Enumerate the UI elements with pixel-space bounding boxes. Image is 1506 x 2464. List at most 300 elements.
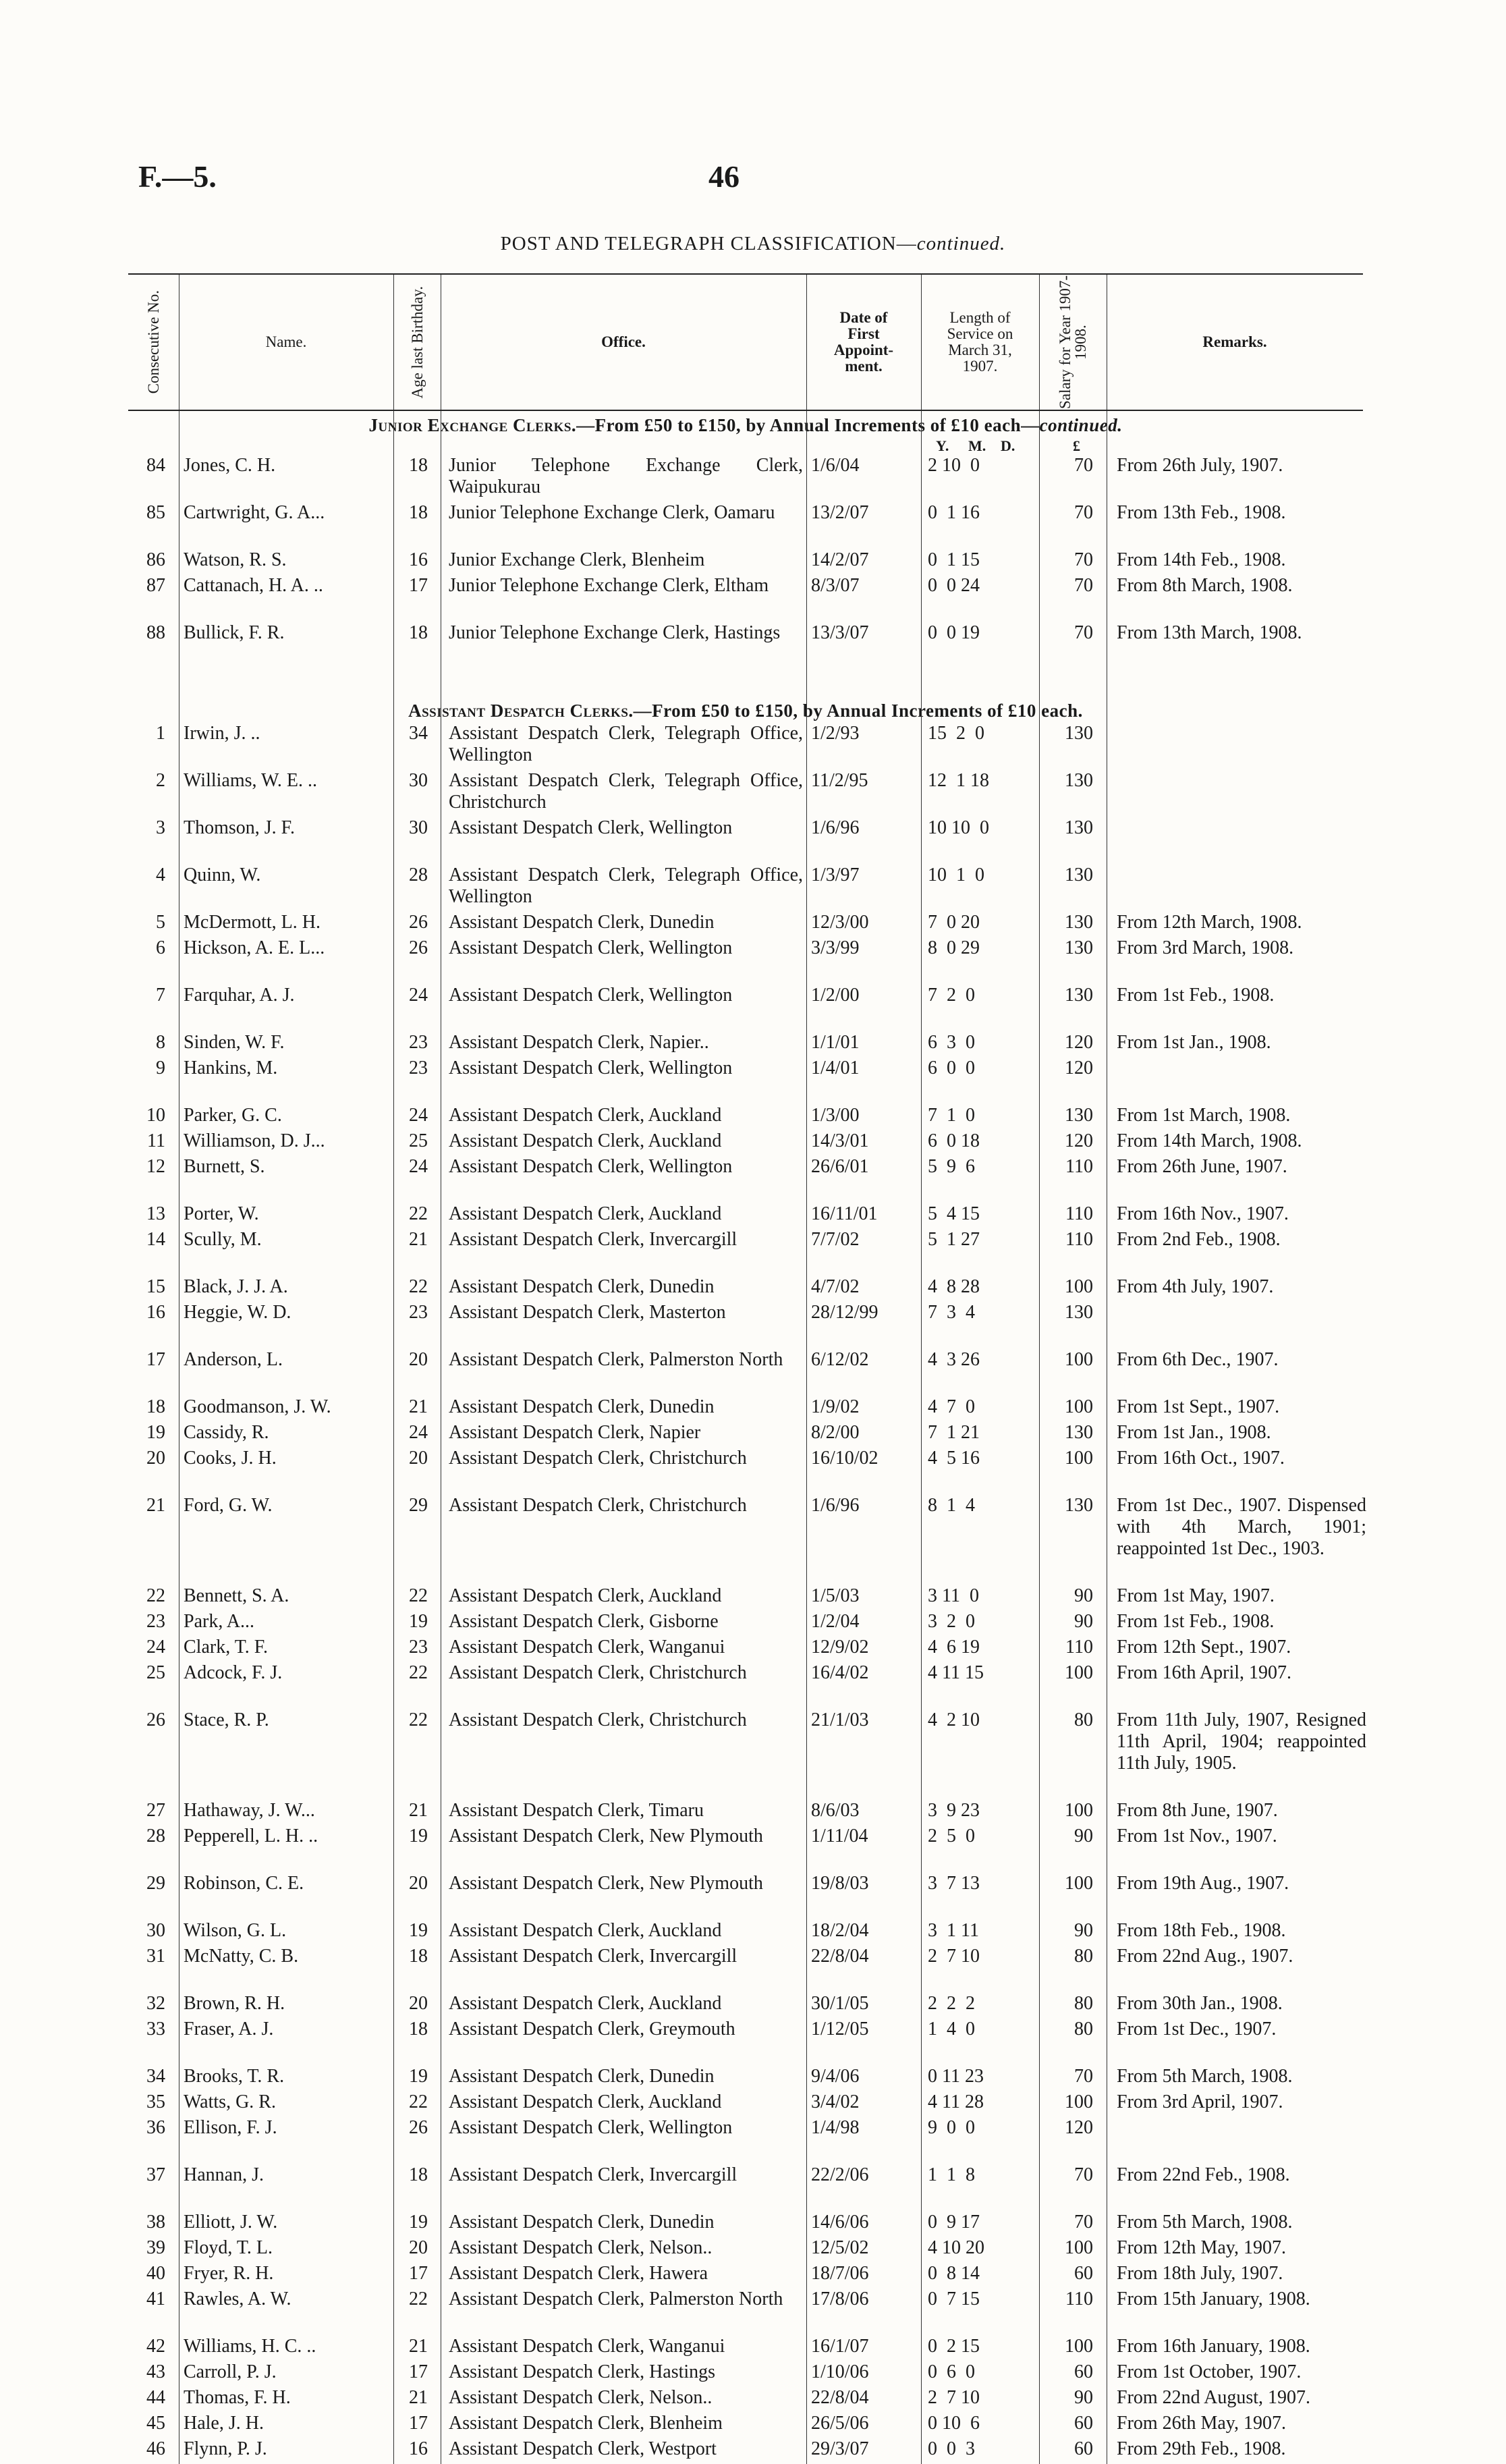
age-cell: 24 — [409, 1105, 428, 1126]
table-row — [128, 1203, 1363, 1229]
salary-cell: 90 — [1074, 1585, 1093, 1606]
remarks-cell: From 12th May, 1907. — [1117, 2237, 1286, 2258]
office-cell: Assistant Despatch Clerk, Wellington — [449, 817, 733, 838]
table-row — [128, 1058, 1363, 1105]
section-title-junior-exchange: Junior Exchange Clerks.—From £50 to £150, by Annual Increments of £10 each—continued. — [368, 415, 1123, 435]
salary-cell: 60 — [1074, 2263, 1093, 2284]
appointment-date-cell: 1/12/05 — [811, 2019, 869, 2039]
office-cell: Assistant Despatch Clerk, Palmerston North — [449, 2289, 783, 2309]
column-rule — [921, 411, 922, 2464]
office-cell: Assistant Despatch Clerk, Napier.. — [449, 1032, 709, 1053]
table-row — [128, 770, 1363, 817]
age-cell: 24 — [409, 1156, 428, 1177]
age-cell: 26 — [409, 937, 428, 958]
salary-cell: 130 — [1065, 865, 1093, 885]
age-cell: 21 — [409, 1800, 428, 1821]
salary-cell: 80 — [1074, 2019, 1093, 2039]
age-cell: 28 — [409, 865, 428, 885]
length-of-service-cell: 0 1 16 — [928, 502, 980, 523]
consecutive-no-cell: 22 — [146, 1585, 165, 1606]
remarks-cell: From 1st Dec., 1907. Dispensed with 4th March, 1901; reappointed 1st Dec., 1903. — [1117, 1495, 1366, 1559]
consecutive-no-cell: 26 — [146, 1709, 165, 1730]
name-cell: Rawles, A. W. — [184, 2289, 291, 2309]
appointment-date-cell: 16/1/07 — [811, 2336, 869, 2357]
length-of-service-cell: 8 1 4 — [928, 1495, 975, 1516]
remarks-cell: From 1st October, 1907. — [1117, 2361, 1302, 2382]
salary-cell: 80 — [1074, 1993, 1093, 2014]
length-of-service-cell: 0 6 0 — [928, 2361, 975, 2382]
name-cell: Thomson, J. F. — [184, 817, 296, 838]
remarks-cell: From 6th Dec., 1907. — [1117, 1349, 1279, 1370]
appointment-date-cell: 1/6/04 — [811, 455, 860, 476]
table-row — [128, 937, 1363, 985]
consecutive-no-cell: 8 — [156, 1032, 165, 1053]
age-cell: 18 — [409, 455, 428, 476]
salary-cell: 100 — [1065, 1800, 1093, 1821]
name-cell: Hathaway, J. W... — [184, 1800, 315, 1821]
consecutive-no-cell: 40 — [146, 2263, 165, 2284]
age-cell: 22 — [409, 1276, 428, 1297]
consecutive-no-cell: 33 — [146, 2019, 165, 2039]
salary-cell: 130 — [1065, 723, 1093, 744]
remarks-cell: From 1st Dec., 1907. — [1117, 2019, 1277, 2039]
consecutive-no-cell: 84 — [146, 455, 165, 476]
consecutive-no-cell: 44 — [146, 2387, 165, 2408]
remarks-cell: From 26th June, 1907. — [1117, 1156, 1287, 1177]
age-cell: 19 — [409, 2066, 428, 2087]
name-cell: Cattanach, H. A. .. — [184, 575, 323, 596]
consecutive-no-cell: 5 — [156, 912, 165, 933]
consecutive-no-cell: 21 — [146, 1495, 165, 1516]
salary-cell: 100 — [1065, 2237, 1093, 2258]
age-cell: 20 — [409, 1993, 428, 2014]
name-cell: Ellison, F. J. — [184, 2117, 277, 2138]
appointment-date-cell: 18/7/06 — [811, 2263, 869, 2284]
office-cell: Assistant Despatch Clerk, Hawera — [449, 2263, 708, 2284]
appointment-date-cell: 1/5/03 — [811, 1585, 860, 1606]
age-cell: 18 — [409, 622, 428, 643]
office-cell: Assistant Despatch Clerk, Nelson.. — [449, 2387, 713, 2408]
col-header-date: Date of First Appoint-ment. — [806, 275, 922, 410]
length-of-service-cell: 7 1 21 — [928, 1422, 980, 1443]
consecutive-no-cell: 41 — [146, 2289, 165, 2309]
table-row — [128, 2438, 1363, 2464]
remarks-cell: From 12th Sept., 1907. — [1117, 1637, 1291, 1658]
remarks-cell: From 13th March, 1908. — [1117, 622, 1302, 643]
name-cell: Watson, R. S. — [184, 549, 287, 570]
office-cell: Junior Exchange Clerk, Blenheim — [449, 549, 705, 570]
age-cell: 21 — [409, 2336, 428, 2357]
office-cell: Assistant Despatch Clerk, Dunedin — [449, 2212, 715, 2233]
salary-cell: 70 — [1074, 2066, 1093, 2087]
remarks-cell: From 16th January, 1908. — [1117, 2336, 1310, 2357]
length-of-service-cell: 7 3 4 — [928, 1302, 975, 1323]
table-row — [128, 1873, 1363, 1920]
remarks-cell: From 22nd August, 1907. — [1117, 2387, 1311, 2408]
name-cell: Farquhar, A. J. — [184, 985, 295, 1006]
name-cell: McDermott, L. H. — [184, 912, 320, 933]
age-cell: 22 — [409, 1662, 428, 1683]
age-cell: 20 — [409, 1349, 428, 1370]
length-of-service-cell: 0 11 23 — [928, 2066, 984, 2087]
name-cell: Pepperell, L. H. .. — [184, 1826, 318, 1846]
age-cell: 18 — [409, 2019, 428, 2039]
appointment-date-cell: 1/9/02 — [811, 1396, 860, 1417]
remarks-cell: From 11th July, 1907, Resigned 11th April, 1904; reappointed 11th July, 1905. — [1117, 1709, 1366, 1774]
office-cell: Junior Telephone Exchange Clerk, Oamaru — [449, 502, 775, 523]
remarks-cell: From 16th Oct., 1907. — [1117, 1448, 1285, 1469]
age-cell: 30 — [409, 770, 428, 791]
age-cell: 26 — [409, 912, 428, 933]
office-cell: Assistant Despatch Clerk, Palmerston North — [449, 1349, 783, 1370]
remarks-cell: From 1st March, 1908. — [1117, 1105, 1291, 1126]
table-row — [128, 1229, 1363, 1276]
salary-cell: 100 — [1065, 1349, 1093, 1370]
length-of-service-cell: 4 2 10 — [928, 1709, 980, 1730]
table-row — [128, 622, 1363, 669]
name-cell: Park, A... — [184, 1611, 254, 1632]
remarks-cell: From 3rd March, 1908. — [1117, 937, 1294, 958]
appointment-date-cell: 22/8/04 — [811, 1946, 869, 1967]
name-cell: Brooks, T. R. — [184, 2066, 285, 2087]
name-cell: Brown, R. H. — [184, 1993, 285, 2014]
office-cell: Assistant Despatch Clerk, Napier — [449, 1422, 701, 1443]
age-cell: 21 — [409, 2387, 428, 2408]
name-cell: Quinn, W. — [184, 865, 261, 885]
office-cell: Assistant Despatch Clerk, Masterton — [449, 1302, 726, 1323]
office-cell: Assistant Despatch Clerk, Christchurch — [449, 1448, 747, 1469]
office-cell: Assistant Despatch Clerk, Christchurch — [449, 1662, 747, 1683]
salary-cell: 130 — [1065, 1302, 1093, 1323]
salary-cell: 60 — [1074, 2413, 1093, 2434]
appointment-date-cell: 11/2/95 — [811, 770, 868, 791]
office-cell: Assistant Despatch Clerk, Auckland — [449, 2091, 722, 2112]
age-cell: 17 — [409, 575, 428, 596]
consecutive-no-cell: 35 — [146, 2091, 165, 2112]
remarks-cell: From 8th March, 1908. — [1117, 575, 1293, 596]
length-of-service-cell: 10 1 0 — [928, 865, 984, 885]
name-cell: Burnett, S. — [184, 1156, 265, 1177]
age-cell: 21 — [409, 1396, 428, 1417]
name-cell: McNatty, C. B. — [184, 1946, 299, 1967]
length-of-service-cell: 12 1 18 — [928, 770, 989, 791]
age-cell: 24 — [409, 985, 428, 1006]
table-row — [128, 1709, 1366, 1800]
section-junior-exchange-rows — [128, 455, 1363, 669]
name-cell: Sinden, W. F. — [184, 1032, 285, 1053]
consecutive-no-cell: 13 — [146, 1203, 165, 1224]
table-row — [128, 1611, 1363, 1637]
consecutive-no-cell: 23 — [146, 1611, 165, 1632]
consecutive-no-cell: 3 — [156, 817, 165, 838]
appointment-date-cell: 17/8/06 — [811, 2289, 869, 2309]
name-cell: Cooks, J. H. — [184, 1448, 277, 1469]
office-cell: Assistant Despatch Clerk, Gisborne — [449, 1611, 719, 1632]
name-cell: Fraser, A. J. — [184, 2019, 274, 2039]
name-cell: Ford, G. W. — [184, 1495, 273, 1516]
consecutive-no-cell: 10 — [146, 1105, 165, 1126]
consecutive-no-cell: 27 — [146, 1800, 165, 1821]
consecutive-no-cell: 17 — [146, 1349, 165, 1370]
office-cell: Assistant Despatch Clerk, Dunedin — [449, 912, 715, 933]
length-of-service-cell: 4 11 28 — [928, 2091, 984, 2112]
office-cell: Junior Telephone Exchange Clerk, Hastings — [449, 622, 781, 643]
age-cell: 25 — [409, 1130, 428, 1151]
office-cell: Assistant Despatch Clerk, Auckland — [449, 1920, 722, 1941]
table-row — [128, 2164, 1363, 2212]
page-title — [0, 233, 1506, 255]
length-of-service-cell: 2 5 0 — [928, 1826, 975, 1846]
remarks-cell: From 16th Nov., 1907. — [1117, 1203, 1289, 1224]
unit-pound: £ — [1073, 437, 1080, 454]
name-cell: Williams, H. C. .. — [184, 2336, 316, 2357]
office-cell: Assistant Despatch Clerk, Auckland — [449, 1105, 722, 1126]
salary-cell: 70 — [1074, 549, 1093, 570]
length-of-service-cell: 2 10 0 — [928, 455, 980, 476]
appointment-date-cell: 1/2/04 — [811, 1611, 860, 1632]
remarks-cell: From 14th March, 1908. — [1117, 1130, 1302, 1151]
name-cell: Robinson, C. E. — [184, 1873, 304, 1894]
office-cell: Assistant Despatch Clerk, Hastings — [449, 2361, 716, 2382]
salary-cell: 70 — [1074, 2212, 1093, 2233]
remarks-cell: From 26th May, 1907. — [1117, 2413, 1286, 2434]
office-cell: Assistant Despatch Clerk, Dunedin — [449, 1396, 715, 1417]
table-row — [128, 2237, 1363, 2263]
office-cell: Assistant Despatch Clerk, Auckland — [449, 1203, 722, 1224]
consecutive-no-cell: 45 — [146, 2413, 165, 2434]
table-row — [128, 1920, 1363, 1946]
table-row — [128, 1662, 1363, 1709]
length-of-service-cell: 15 2 0 — [928, 723, 984, 744]
salary-cell: 120 — [1065, 2117, 1093, 2138]
appointment-date-cell: 3/3/99 — [811, 937, 860, 958]
appointment-date-cell: 3/4/02 — [811, 2091, 860, 2112]
column-rule — [1039, 411, 1040, 2464]
name-cell: Parker, G. C. — [184, 1105, 282, 1126]
length-of-service-cell: 3 2 0 — [928, 1611, 975, 1632]
length-of-service-cell: 0 9 17 — [928, 2212, 980, 2233]
appointment-date-cell: 1/1/01 — [811, 1032, 860, 1053]
salary-cell: 130 — [1065, 770, 1093, 791]
section-title-assistant-despatch: Assistant Despatch Clerks.—From £50 to £150, by Annual Increments of £10 each. — [408, 701, 1083, 721]
remarks-cell: From 19th Aug., 1907. — [1117, 1873, 1289, 1894]
salary-cell: 130 — [1065, 1422, 1093, 1443]
age-cell: 19 — [409, 1611, 428, 1632]
table-row — [128, 1276, 1363, 1302]
table-row — [128, 2413, 1363, 2438]
name-cell: Bullick, F. R. — [184, 622, 285, 643]
remarks-cell: From 13th Feb., 1908. — [1117, 502, 1286, 523]
age-cell: 18 — [409, 2164, 428, 2185]
length-of-service-cell: 0 1 15 — [928, 549, 980, 570]
length-of-service-cell: 0 2 15 — [928, 2336, 980, 2357]
appointment-date-cell: 22/8/04 — [811, 2387, 869, 2408]
consecutive-no-cell: 46 — [146, 2438, 165, 2459]
length-of-service-cell: 7 1 0 — [928, 1105, 975, 1126]
appointment-date-cell: 1/3/97 — [811, 865, 860, 885]
remarks-cell: From 1st May, 1907. — [1117, 1585, 1275, 1606]
office-cell: Assistant Despatch Clerk, Wanganui — [449, 1637, 725, 1658]
appointment-date-cell: 1/4/01 — [811, 1058, 860, 1078]
length-of-service-cell: 3 11 0 — [928, 1585, 979, 1606]
table-row — [128, 1993, 1363, 2019]
age-cell: 19 — [409, 1920, 428, 1941]
office-cell: Assistant Despatch Clerk, Wellington — [449, 937, 733, 958]
remarks-cell: From 2nd Feb., 1908. — [1117, 1229, 1281, 1250]
name-cell: Elliott, J. W. — [184, 2212, 278, 2233]
table-row — [128, 2336, 1363, 2361]
name-cell: Williamson, D. J... — [184, 1130, 325, 1151]
table-row — [128, 2263, 1363, 2289]
table-row — [128, 2212, 1363, 2237]
salary-cell: 110 — [1065, 1203, 1093, 1224]
salary-cell: 110 — [1065, 2289, 1093, 2309]
name-cell: Fryer, R. H. — [184, 2263, 274, 2284]
table-row — [128, 1396, 1363, 1422]
age-cell: 17 — [409, 2413, 428, 2434]
consecutive-no-cell: 6 — [156, 937, 165, 958]
age-cell: 23 — [409, 1302, 428, 1323]
col-header-name: Name. — [179, 275, 394, 410]
remarks-cell: From 3rd April, 1907. — [1117, 2091, 1283, 2112]
length-of-service-cell: 4 10 20 — [928, 2237, 984, 2258]
page-number: 46 — [708, 159, 740, 194]
length-of-service-cell: 0 0 3 — [928, 2438, 975, 2459]
table-row — [128, 1495, 1366, 1585]
table-row — [128, 1585, 1363, 1611]
salary-cell: 100 — [1065, 1448, 1093, 1469]
appointment-date-cell: 26/5/06 — [811, 2413, 869, 2434]
salary-cell: 60 — [1074, 2361, 1093, 2382]
table-row — [128, 2117, 1363, 2164]
name-cell: Watts, G. R. — [184, 2091, 276, 2112]
salary-cell: 130 — [1065, 912, 1093, 933]
consecutive-no-cell: 85 — [146, 502, 165, 523]
table-row — [128, 2019, 1363, 2066]
consecutive-no-cell: 37 — [146, 2164, 165, 2185]
appointment-date-cell: 16/4/02 — [811, 1662, 869, 1683]
salary-cell: 70 — [1074, 455, 1093, 476]
appointment-date-cell: 9/4/06 — [811, 2066, 860, 2087]
consecutive-no-cell: 25 — [146, 1662, 165, 1683]
name-cell: Cartwright, G. A... — [184, 502, 325, 523]
remarks-cell: From 22nd Feb., 1908. — [1117, 2164, 1290, 2185]
salary-cell: 130 — [1065, 1105, 1093, 1126]
table-row — [128, 1637, 1363, 1662]
name-cell: Carroll, P. J. — [184, 2361, 277, 2382]
name-cell: Flynn, P. J. — [184, 2438, 267, 2459]
age-cell: 29 — [409, 1495, 428, 1516]
table-row — [128, 1826, 1363, 1873]
table-row — [128, 549, 1363, 575]
length-of-service-cell: 3 9 23 — [928, 1800, 980, 1821]
consecutive-no-cell: 30 — [146, 1920, 165, 1941]
name-cell: Hale, J. H. — [184, 2413, 264, 2434]
appointment-date-cell: 14/3/01 — [811, 1130, 869, 1151]
section-assistant-despatch-rows — [128, 723, 1366, 2464]
office-cell: Assistant Despatch Clerk, New Plymouth — [449, 1826, 763, 1846]
name-cell: Floyd, T. L. — [184, 2237, 273, 2258]
table-row — [128, 2066, 1363, 2091]
remarks-cell: From 22nd Aug., 1907. — [1117, 1946, 1293, 1967]
appointment-date-cell: 16/10/02 — [811, 1448, 878, 1469]
age-cell: 20 — [409, 2237, 428, 2258]
appointment-date-cell: 1/4/98 — [811, 2117, 860, 2138]
col-header-no: Consecutive No. — [128, 275, 179, 410]
appointment-date-cell: 1/11/04 — [811, 1826, 868, 1846]
salary-cell: 60 — [1074, 2438, 1093, 2459]
appointment-date-cell: 21/1/03 — [811, 1709, 869, 1730]
table-row — [128, 912, 1363, 937]
office-cell: Assistant Despatch Clerk, Timaru — [449, 1800, 704, 1821]
age-cell: 18 — [409, 502, 428, 523]
age-cell: 18 — [409, 1946, 428, 1967]
remarks-cell: From 30th Jan., 1908. — [1117, 1993, 1283, 2014]
salary-cell: 130 — [1065, 817, 1093, 838]
salary-cell: 120 — [1065, 1032, 1093, 1053]
office-cell: Assistant Despatch Clerk, Telegraph Office, Wellington — [449, 865, 803, 907]
age-cell: 30 — [409, 817, 428, 838]
age-cell: 19 — [409, 1826, 428, 1846]
table-row — [128, 1156, 1363, 1203]
office-cell: Assistant Despatch Clerk, Telegraph Office, Wellington — [449, 723, 803, 765]
office-cell: Assistant Despatch Clerk, Dunedin — [449, 1276, 715, 1297]
consecutive-no-cell: 18 — [146, 1396, 165, 1417]
appointment-date-cell: 12/5/02 — [811, 2237, 869, 2258]
salary-cell: 90 — [1074, 1826, 1093, 1846]
name-cell: Cassidy, R. — [184, 1422, 269, 1443]
table-row — [128, 985, 1363, 1032]
salary-cell: 100 — [1065, 1276, 1093, 1297]
name-cell: Thomas, F. H. — [184, 2387, 291, 2408]
appointment-date-cell: 26/6/01 — [811, 1156, 869, 1177]
office-cell: Assistant Despatch Clerk, Nelson.. — [449, 2237, 713, 2258]
length-of-service-cell: 4 11 15 — [928, 1662, 984, 1683]
remarks-cell: From 14th Feb., 1908. — [1117, 549, 1286, 570]
page-title-suffix: continued. — [916, 233, 1006, 254]
remarks-cell: From 1st Nov., 1907. — [1117, 1826, 1277, 1846]
office-cell: Assistant Despatch Clerk, Wellington — [449, 1058, 733, 1078]
name-cell: Goodmanson, J. W. — [184, 1396, 331, 1417]
table-row — [128, 2091, 1363, 2117]
age-cell: 20 — [409, 1873, 428, 1894]
office-cell: Junior Telephone Exchange Clerk, Eltham — [449, 575, 769, 596]
remarks-cell: From 12th March, 1908. — [1117, 912, 1302, 933]
salary-cell: 100 — [1065, 1873, 1093, 1894]
salary-cell: 120 — [1065, 1130, 1093, 1151]
salary-cell: 130 — [1065, 937, 1093, 958]
age-cell: 23 — [409, 1032, 428, 1053]
classification-table — [128, 273, 1366, 2464]
office-cell: Assistant Despatch Clerk, Greymouth — [449, 2019, 735, 2039]
length-of-service-cell: 4 6 19 — [928, 1637, 980, 1658]
office-cell: Assistant Despatch Clerk, Christchurch — [449, 1709, 747, 1730]
name-cell: Bennett, S. A. — [184, 1585, 289, 1606]
consecutive-no-cell: 38 — [146, 2212, 165, 2233]
length-of-service-cell: 10 10 0 — [928, 817, 989, 838]
col-header-age: Age last Birthday. — [393, 275, 441, 410]
remarks-cell: From 29th Feb., 1908. — [1117, 2438, 1286, 2459]
consecutive-no-cell: 31 — [146, 1946, 165, 1967]
unit-days: D. — [1001, 437, 1015, 454]
salary-cell: 110 — [1065, 1637, 1093, 1658]
page-header — [0, 159, 1506, 199]
table-row — [128, 1800, 1363, 1826]
length-of-service-cell: 0 0 19 — [928, 622, 980, 643]
name-cell: Irwin, J. .. — [184, 723, 260, 744]
remarks-cell: From 8th June, 1907. — [1117, 1800, 1278, 1821]
remarks-cell: From 1st Feb., 1908. — [1117, 1611, 1275, 1632]
